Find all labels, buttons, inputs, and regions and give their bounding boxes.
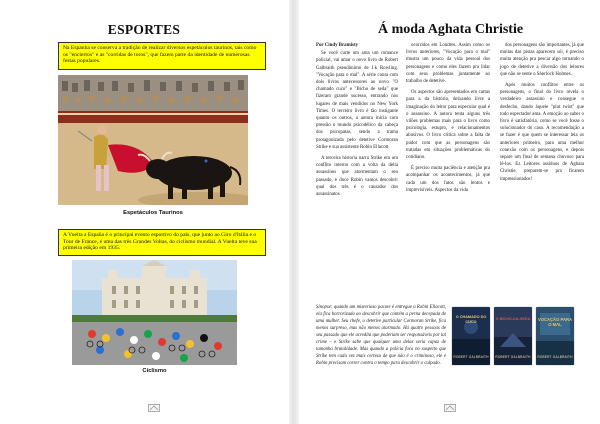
byline: Por Cindy Bramisty: [316, 43, 359, 48]
book-cover-2: [494, 307, 532, 365]
left-page: [0, 0, 288, 424]
spine-gutter: [289, 0, 299, 424]
book-cover-title: O BICHO-DA-SEDA: [495, 317, 531, 321]
bullfight-caption: Espetáculos Taurinos: [123, 210, 183, 216]
right-page: [300, 0, 600, 424]
book-cover-3: [536, 307, 574, 365]
book-cover-author: ROBERT GALBRAITH: [537, 355, 573, 359]
article-paragraph: Após muitos conflitos entre os personagens, o final do livro revela o verdadeiro assassino e consegue o desfecho, dando àquele "plot twist" que todo espectador ama. A emoção ao saber o livro é satisfatória, como se você fosse o solucionador do caso. A recomendação a se fazer é que quem se interessar leia os anteriores primeiro, para uma melhor conexão com os personagens, e depois separe um final de semana chuvoso para lê-los. Ez Leitores assíduos de Aghata Christie, preparem-se pra ficarem impressionados!: [500, 83, 584, 182]
article-paragraph: Os aspectos são apresentados em cartas para a da história, deixando livre a imaginação do leitor para especular qual é o assassino. A autora tenta alguns três vilões problemas mais para o livro como psicologia, estupro, e relacionamentos abusivos. O livro critica sobre a falta de pudor com que as personagens são tratadas em situações problemáticas do cotidiano.: [406, 90, 490, 161]
cycling-caption: Ciclismo: [142, 368, 167, 374]
bullfight-image: [58, 75, 248, 205]
page-corner-icon: [444, 404, 456, 412]
bullfight-info-box: Na Espanha se conserva a tradição de realizar diversos espetáculos taurinos, tais como os "encierros" e as "corridas de toros", que fazem parte da identidade de numerosas festas populares.: [58, 42, 266, 70]
book-cover-title: O CHAMADO DO CUCO: [455, 315, 487, 324]
article-paragraph: ocorridos em Londres. Assim como os livros anteriores, "Vocação para o mal" mostra um pouco da vida pessoal dos personagens e como eles fazem pra lidar com seus problemas juntamente ao trabalho de detetive.: [406, 43, 490, 85]
article-column-1: [316, 42, 398, 202]
article-paragraph: É preciso muita paciência e atenção pra acompanhar os acontecimentos, já que cada um dos fatos são lentos e imprevisíveis. Aspectos da vida: [406, 166, 490, 193]
article-column-2: [406, 42, 490, 198]
synopsis: Sinopse: quando um misterioso pacote é entregue a Robin Ellacott, ela fica horrorizada ao descobrir que contém a perna decepada de uma mulher. Seu chefe, o detetive particular Cormoran Strike, fica menos surpreso, mas não menos alarmado. Há quatro pessoas de seu passado que ele acredita que poderiam ser responsáveis por tal crime – e Strike sabe que qualquer uma delas seria capaz de tamanha brutalidade. Mas quando a polícia foca no suspeito que Strike tem cada vez mais certeza de que não é o criminoso, ele e Robin precisam correr contra o tempo para descobrir o culpado.: [316, 305, 446, 366]
cycling-photo: [72, 260, 237, 365]
page-corner-icon: [148, 404, 160, 412]
book-cover-title: VOCAÇÃO PARA O MAL: [537, 317, 573, 327]
article-paragraph: A terceira historia narra Strike em um conflito interno com a volta da delta assassinos que atormentam o seu passado, e doce Robin vamos descobrir qual dos três é o causador dos assassinatos: [316, 156, 398, 198]
section-title: ESPORTES: [107, 22, 181, 37]
article-paragraph: Se você curte um ama um romance policial, vai amar o novo livro de Robert Galbraith pseudônimo de J.k Rowling. "Vocação para o mal". A série conta com dois livros antecessores ao novo "O chamado cuco" e "Bicho de seda" que fizeram grande sucesso, entrando nos lugares de mais vendidos no New York Times. O terceiro livro é tão instigante quanto os outros, a autora inicia com pressão o mundo psicodélico da cabeça dos psicopatas, sendo a trama protagonizada pelo detetive Cormoran Strike e sua assistente Robin Ellacott.: [316, 51, 398, 150]
cycling-info-box: A Vuelta a España é o principal evento esportivo do país, que junto ao Giro d'Itália e o Tour de France, é uma das três Grandes Voltas, do ciclismo mundial. A Vuelta teve sua primeira edição em 1935.: [58, 229, 266, 256]
cycling-image: [72, 260, 237, 365]
bullfight-photo: [58, 75, 248, 205]
book-cover-1: [452, 307, 490, 365]
article-title: Á moda Aghata Christie: [378, 22, 524, 37]
book-cover-author: ROBERT GALBRAITH: [495, 355, 531, 359]
book-cover-author: ROBERT GALBRAITH: [453, 355, 489, 359]
article-column-3: [500, 42, 584, 187]
article-paragraph: dos personagens são importantes, já que muitas das pistas aparecem sói, é preciso muita atenção pra pescar algo tornando o jogo de detetive a diversão dos leitores que não se sente o Sherlock Holmes.: [500, 43, 584, 77]
